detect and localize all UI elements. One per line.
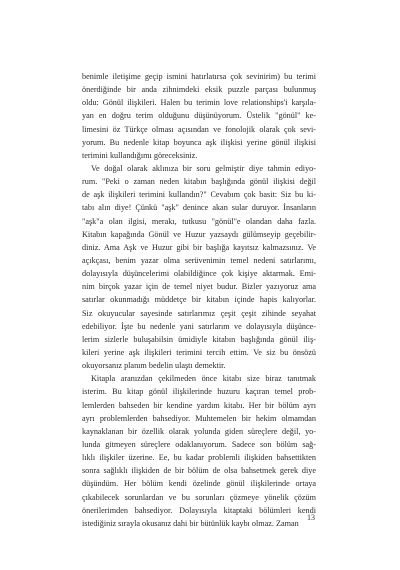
text-line: lerim sizlerle buluşabilsin ümidiyle kitabın başlığında gönül iliş- <box>82 334 316 344</box>
text-line: önerilerimden bahsediyor. Dolayısıyla kitaptaki bölümleri kendi <box>82 505 316 515</box>
text-line: düşündüm. Her bölüm kendi özelinde gönül ilişkilerinde ortaya <box>82 479 317 489</box>
body-text <box>82 70 316 530</box>
text-line: okuyorsanız planım bedelin ulaştı demektir. <box>82 361 226 371</box>
text-line: Kitabın kapağında Gönül ve Huzur yazsaydı gülümseyip geçebilir- <box>82 229 317 239</box>
text-line: ayrı problemlerden bahsediyor. Muhtemelen bir hekim olmamdan <box>82 413 317 423</box>
text-line: limesini öz Türkçe olması açısından ve fonolojik olarak çok sevi- <box>82 124 316 134</box>
text-line: rum. "Peki o zaman neden kitabın başlığında gönül ilişkisi değil <box>82 177 317 187</box>
text-line: Kitapla aranızdan çekilmeden önce kitabı size biraz tanıtmak <box>91 374 317 384</box>
text-line: yorum. Bu nedenle kitap boyunca aşk ilişkisi yerine gönül ilişkisi <box>82 137 317 147</box>
text-line: nim birçok yazar için de temel niyet budur. Bizler yazıyoruz ama <box>82 282 317 292</box>
paragraph <box>82 372 316 530</box>
text-line: benimle iletişime geçip ismini hatırlatırsa çok sevinirim) bu terimi <box>82 72 317 81</box>
text-line: açıkçası, benim yazar olma serüvenimin temel nedeni satırlarımı, <box>82 255 316 265</box>
page-number: 13 <box>307 513 315 522</box>
text-line: istediğiniz sırayla okusanız dahi bir bütünlük kaybı olmaz. Zaman <box>82 518 299 528</box>
paragraph <box>82 162 316 372</box>
text-line: önerdiğinde bir anda zihnimdeki eksik puzzle parçası bulunmuş <box>82 85 317 95</box>
text-line: diniz. Ama Aşk ve Huzur gibi bir başlığa kayıtsız kalmazsınız. Ve <box>82 242 317 252</box>
text-line: terimini kullandığımı göreceksiniz. <box>82 150 198 160</box>
paragraph <box>82 70 316 162</box>
text-line: kaynaklanan bir özellik olarak yolunda giden süreçlere değil, yo- <box>82 426 316 436</box>
text-line: isterim. Bu kitap gönül ilişkilerinde huzuru kaçıran temel prob- <box>82 387 316 397</box>
text-line: Ve doğal olarak aklınıza bir soru gelmiştir diye tahmin ediyo- <box>91 163 316 173</box>
text-line: "aşk"a olan ilgisi, merakı, tutkusu "gönül"e olandan daha fazla. <box>82 216 317 226</box>
text-line: sonra sağlıklı ilişkiden de bir bölüm de olsa bahsetmek gerek diye <box>82 466 316 476</box>
text-line: tabı alın diye! Çünkü "aşk" denince akan sular duruyor. İnsanların <box>82 203 316 213</box>
text-line: lunda gitmeyen süreçlere odaklanıyorum. Sadece son bölüm sağ- <box>82 439 316 449</box>
text-line: yan en doğru terim olduğunu düşünüyorum. Üstelik "gönül" ke- <box>82 111 316 121</box>
text-line: Siz okuyucular sayesinde satırlarımız çeşit çeşit zihinde seyahat <box>82 308 316 318</box>
text-line: dolayısıyla düşüncelerimi olabildiğince çok kişiye aktarmak. Emi- <box>82 269 316 279</box>
text-line: edebiliyor. İşte bu nedenle yani satırlarım ve dolayısıyla düşünce- <box>82 321 316 331</box>
text-line: çıkabilecek sorunlardan ve bu sorunları çözmeye yönelik çözüm <box>82 492 316 502</box>
text-line: lemlerden bahseden bir kendine yardım kitabı. Her bir bölüm ayrı <box>82 400 316 410</box>
text-line: oldu: Gönül ilişkileri. Halen bu terimin love relationships'i karşıla- <box>82 98 316 108</box>
text-line: kileri yerine aşk ilişkileri terimini tercih ettim. Ve siz bu önsözü <box>82 347 317 357</box>
text-line: satırlar okunmadığı müddetçe bir kitabın içinde hapis kalıyorlar. <box>82 295 316 305</box>
text-line: de aşk ilişkileri terimini kullandın?" Cevabım çok basit: Siz bu ki- <box>82 190 316 200</box>
text-line: lıklı ilişkiler üzerine. Ee, bu kadar problemli ilişkiden bahsettikten <box>82 453 317 463</box>
